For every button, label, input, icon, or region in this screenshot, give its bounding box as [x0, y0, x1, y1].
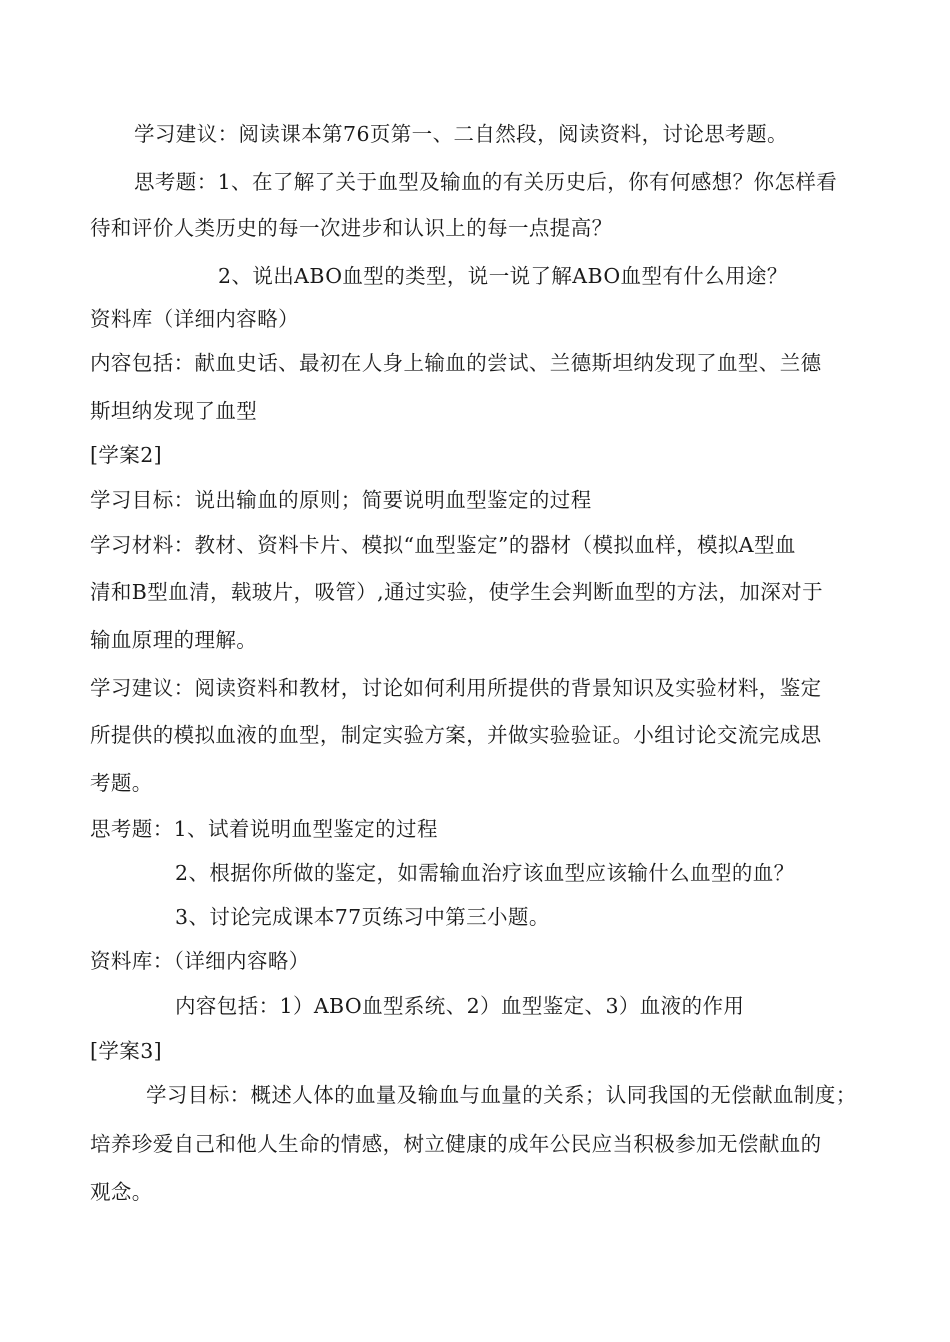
learning-goal-3-line-2: 培养珍爱自己和他人生命的情感，树立健康的成年公民应当积极参加无偿献血的: [90, 1132, 822, 1156]
learning-goal-2: 学习目标：说出输血的原则；简要说明血型鉴定的过程: [90, 488, 592, 512]
question-1-line-2: 待和评价人类历史的每一次进步和认识上的每一点提高？: [90, 216, 613, 240]
learning-materials-line-2: 清和B型血清，载玻片，吸管）,通过实验，使学生会判断血型的方法，加深对于: [90, 580, 823, 604]
case-2-heading: [学案2]: [90, 443, 163, 467]
study-advice-2-line-1: 学习建议：阅读资料和教材，讨论如何利用所提供的背景知识及实验材料，鉴定: [90, 676, 822, 700]
case-3-heading: [学案3]: [90, 1039, 163, 1063]
learning-materials-line-1: 学习材料：教材、资料卡片、模拟“血型鉴定”的器材（模拟血样，模拟A型血: [90, 533, 796, 557]
resource-library-1: 资料库（详细内容略）: [90, 307, 299, 331]
study-advice-1: 学习建议：阅读课本第76页第一、二自然段，阅读资料，讨论思考题。: [134, 122, 788, 146]
question-2-1: 思考题：1、试着说明血型鉴定的过程: [90, 817, 438, 841]
learning-goal-3-line-3: 观念。: [90, 1180, 153, 1204]
study-advice-2-line-3: 考题。: [90, 771, 153, 795]
question-2-2: 2、根据你所做的鉴定，如需输血治疗该血型应该输什么血型的血？: [175, 861, 795, 885]
study-advice-2-line-2: 所提供的模拟血液的血型，制定实验方案，并做实验验证。小组讨论交流完成思: [90, 723, 822, 747]
learning-goal-3-line-1: 学习目标：概述人体的血量及输血与血量的关系；认同我国的无偿献血制度；: [146, 1083, 857, 1107]
content-includes-1-line-2: 斯坦纳发现了血型: [90, 399, 258, 423]
content-includes-1-line-1: 内容包括：献血史话、最初在人身上输血的尝试、兰德斯坦纳发现了血型、兰德: [90, 351, 822, 375]
question-2-3: 3、讨论完成课本77页练习中第三小题。: [175, 905, 550, 929]
question-1-line-1: 思考题：1、在了解了关于血型及输血的有关历史后，你有何感想？你怎样看: [134, 170, 838, 194]
content-includes-2: 内容包括：1）ABO血型系统、2）血型鉴定、3）血液的作用: [175, 994, 745, 1018]
resource-library-2: 资料库：（详细内容略）: [90, 949, 310, 973]
question-2: 2、说出ABO血型的类型，说一说了解ABO血型有什么用途？: [218, 264, 788, 288]
learning-materials-line-3: 输血原理的理解。: [90, 628, 258, 652]
